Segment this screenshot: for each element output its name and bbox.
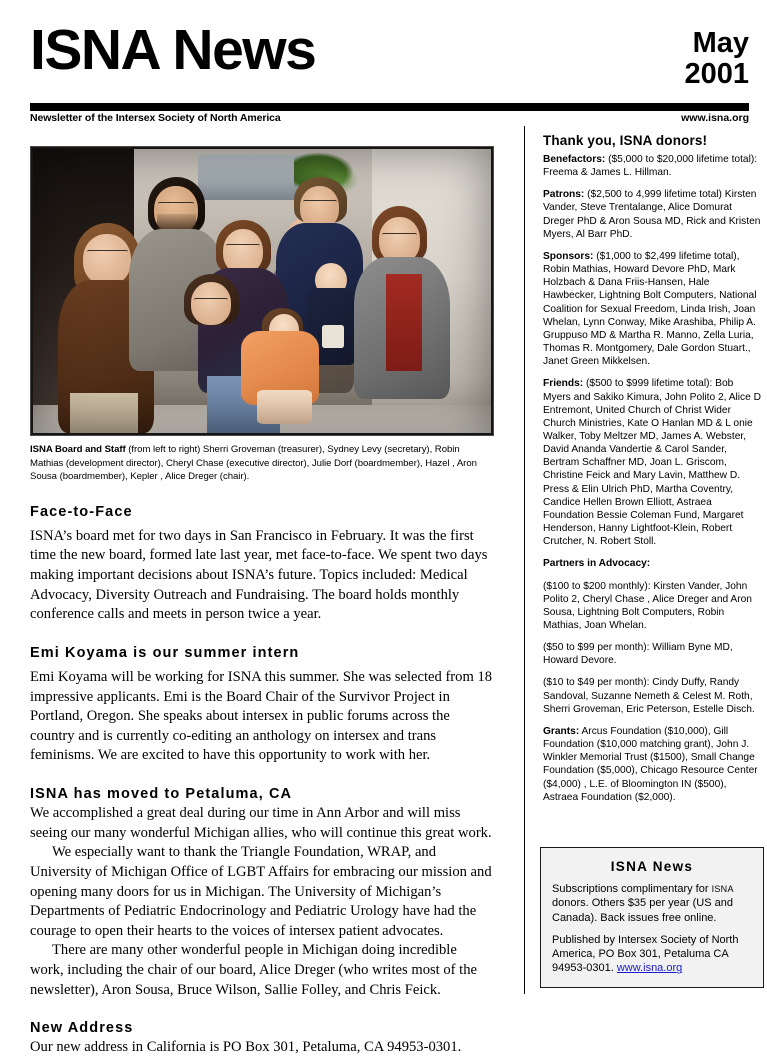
website-url[interactable]: www.isna.org: [681, 112, 749, 124]
photo-person-5-glasses: [194, 298, 228, 303]
article-paragraph: We accomplished a great deal during our time in Ann Arbor and will miss seeing our many wonderful Michigan allies, who will continue this great work.: [30, 805, 492, 841]
donor-text: ($2,500 to 4,999 lifetime total) Kirsten Vander, Steve Trentalange, Alice Domurat Dreger PhD & Aron Sousa MD, Rick and Kristen Myers, Al Barr PhD.: [543, 189, 761, 240]
photo-caption-rest: (from left to right) Sherri Groveman (treasurer), Sydney Levy (secretary), Robin Mathias (development director), Cheryl Chase (executive director), Julie Dorf (boardmember), Hazel , Aron Sousa (boardmember), Kepler , Alice Dreger (chair).: [30, 444, 477, 483]
issue-year: 2001: [684, 58, 749, 91]
photo-person-1-pants: [70, 393, 139, 433]
donor-entry-partners-50-99: [543, 641, 761, 667]
donor-entry-benefactors: [543, 153, 761, 179]
donor-text: ($5,000 to $20,000 lifetime total): Freema & James L. Hillman.: [543, 154, 758, 179]
tagline: Newsletter of the Intersex Society of North America: [30, 112, 281, 124]
issue-date: [684, 28, 749, 91]
donor-entry-grants: [543, 725, 761, 804]
donor-entry-sponsors: [543, 250, 761, 368]
masthead-divider-rule: [30, 103, 749, 111]
photo-person-5-head: [191, 282, 231, 325]
news-box-title: ISNA News: [610, 859, 694, 874]
news-box-website-link[interactable]: www.isna.org: [616, 962, 683, 975]
news-box-text-b: donors. Others $35 per year (US and Canada). Back issues free online.: [552, 897, 733, 924]
photo-toddler-legs: [257, 390, 312, 424]
donor-text: ($50 to $99 per month): William Byne MD, Howard Devore.: [543, 642, 733, 667]
news-box-text-a: Subscriptions complimentary for: [552, 883, 712, 895]
article-paragraph: ISNA’s board met for two days in San Francisco in February. It was the first time the new board, formed late last year, met face-to-face. We spent two days making important decisions about ISNA’s future. Topics included: Medical Advocacy, Diversity Outreach and Fundraising. The board holds monthly conference calls and meets in person twice a year.: [30, 527, 488, 623]
donor-entry-patrons: [543, 188, 761, 241]
photo-person-7-head: [379, 217, 420, 262]
photo-person-2-glasses: [158, 202, 195, 207]
issue-month: May: [692, 27, 749, 59]
article-paragraph: Emi Koyama will be working for ISNA this summer. She was selected from 18 impressive applicants. Emi is the Board Chair of the Survivor Project in Portland, Oregon. She speaks about intersex in public forums across the country and is currently co-editing an anthology on intersex and trans feminisms. We are excited to have this opportunity to work with her.: [30, 668, 493, 764]
news-box-publisher-text: Published by Intersex Society of North America, PO Box 301, Petaluma CA 94953-0301.: [552, 933, 739, 975]
donors-title: Thank you, ISNA donors!: [543, 133, 708, 148]
article-paragraph: Our new address in California is PO Box 301, Petaluma, CA 94953-0301.: [30, 1039, 462, 1056]
photo-caption-lead: ISNA Board and Staff: [30, 444, 126, 455]
donor-entry-partners-10-49: [543, 676, 761, 715]
column-divider: [524, 126, 525, 994]
photo-person-6-glasses: [303, 200, 337, 205]
photo-image: [33, 149, 491, 433]
photo-person-3-glasses: [226, 244, 260, 249]
donor-label: Sponsors:: [543, 250, 594, 262]
photo-shelf: [198, 155, 308, 200]
article-heading-emi-koyama: Emi Koyama is our summer intern: [30, 644, 300, 661]
board-and-staff-photo: [30, 146, 494, 436]
article-paragraph: We especially want to thank the Triangle Foundation, WRAP, and University of Michigan Office of LGBT Affairs for embracing our mission and opening many doors for us in Michigan. The University of Michigan’s Departments of Pediatric Endocrinology and Pediatric Urology have had the courage to open their hearts to the voices of intersex patient advocates.: [30, 844, 492, 939]
donor-text: ($100 to $200 monthly): Kirsten Vander, John Polito 2, Cheryl Chase , Alice Dreger and Aron Sousa, Lightning Bolt Computers, Robin Mathias, Joan Whelan.: [543, 580, 752, 631]
photo-person-7-glasses: [382, 233, 417, 238]
article-heading-face-to-face: Face-to-Face: [30, 503, 133, 520]
donor-label: Partners in Advocacy:: [543, 558, 651, 570]
photo-caption: [30, 443, 494, 484]
donor-text: ($500 to $999 lifetime total): Bob Myers and Sakiko Kimura, John Polito 2, Alice D Entremont, United Church of Christ Wider Church Ministries, Kate O Hanlan MD & L onie Walker, Toby Meltzer MD, James A. Webster, David Ananda Vandertie & Carol Sander, Bertram Schaffner MD, Joan L. Griscom, Christine Feick and Mary Lavin, Matthew D. Press & Elin Ulrich PhD, Martha Coventry, Candice Hellen Brown Elliott, Astraea Foundation Bessie Coleman Fund, Margaret Henderson, Hanny Lightfoot-Klein, Robert Crutcher, N. Robert Stoll.: [543, 378, 761, 548]
news-box-isna-smallcaps: ISNA: [711, 884, 734, 894]
masthead: [30, 18, 749, 108]
masthead-subhead: [30, 112, 749, 128]
isna-news-info-box: [540, 847, 764, 988]
article-heading-isna-moved: ISNA has moved to Petaluma, CA: [30, 786, 293, 803]
donor-entry-friends: [543, 377, 761, 548]
article-paragraph: There are many other wonderful people in Michigan doing incredible work, including the chair of our board, Alice Dreger (who writes most of the newsletter), Aron Sousa, Bruce Wilson, Sallie Folley, and Chris Feick.: [30, 942, 478, 998]
photo-baby-bib: [322, 325, 345, 348]
donor-text: Arcus Foundation ($10,000), Gill Foundation ($10,000 matching grant), John J. Winkler Memorial Trust ($1500), Small Change Foundation ($5,000), Chicago Resource Center ($4,000) , L.E. of Bloomington IN ($500), Astraea Foundation ($2,000).: [543, 725, 758, 803]
donor-label: Benefactors:: [543, 154, 606, 165]
photo-person-3-head: [223, 229, 263, 274]
photo-person-7-undershirt: [386, 274, 423, 371]
donors-sidebar: [543, 133, 761, 813]
page-title: ISNA News: [30, 18, 316, 82]
photo-person-1-head: [83, 234, 131, 285]
photo-person-1-glasses: [87, 250, 128, 255]
donor-text: ($1,000 to $2,499 lifetime total), Robin Mathias, Howard Devore PhD, Mark Holzbach & Dana Friis-Hansen, Hale Hawbecker, Lightning Bolt Computers, National Coalition for Sexual Freedom, Linda Irish, Joan Whelan, Lynn Conway, Mike Arashiba, Philip A. Gruppuso MD & Martha R. Manno, Zella Luria, Thomas R. Montgomery, Dale Gordon Stuart., Janet Green Mikkelsen.: [543, 250, 757, 368]
news-box-publisher: [552, 933, 752, 976]
donor-text: ($10 to $49 per month): Cindy Duffy, Randy Sandoval, Suzanne Nemeth & Celest M. Roth, Sherri Groveman, Eric Peterson, Estelle Disch.: [543, 677, 755, 715]
article-heading-new-address: New Address: [30, 1020, 134, 1037]
donor-label: Grants:: [543, 725, 580, 737]
donor-label: Patrons:: [543, 189, 585, 201]
news-box-subscriptions: [552, 882, 752, 925]
main-content-column: [30, 146, 494, 1058]
donor-label: Friends:: [543, 378, 584, 390]
donor-entry-partners-100-200: [543, 580, 761, 633]
donor-entry-partners-heading: [543, 557, 761, 570]
